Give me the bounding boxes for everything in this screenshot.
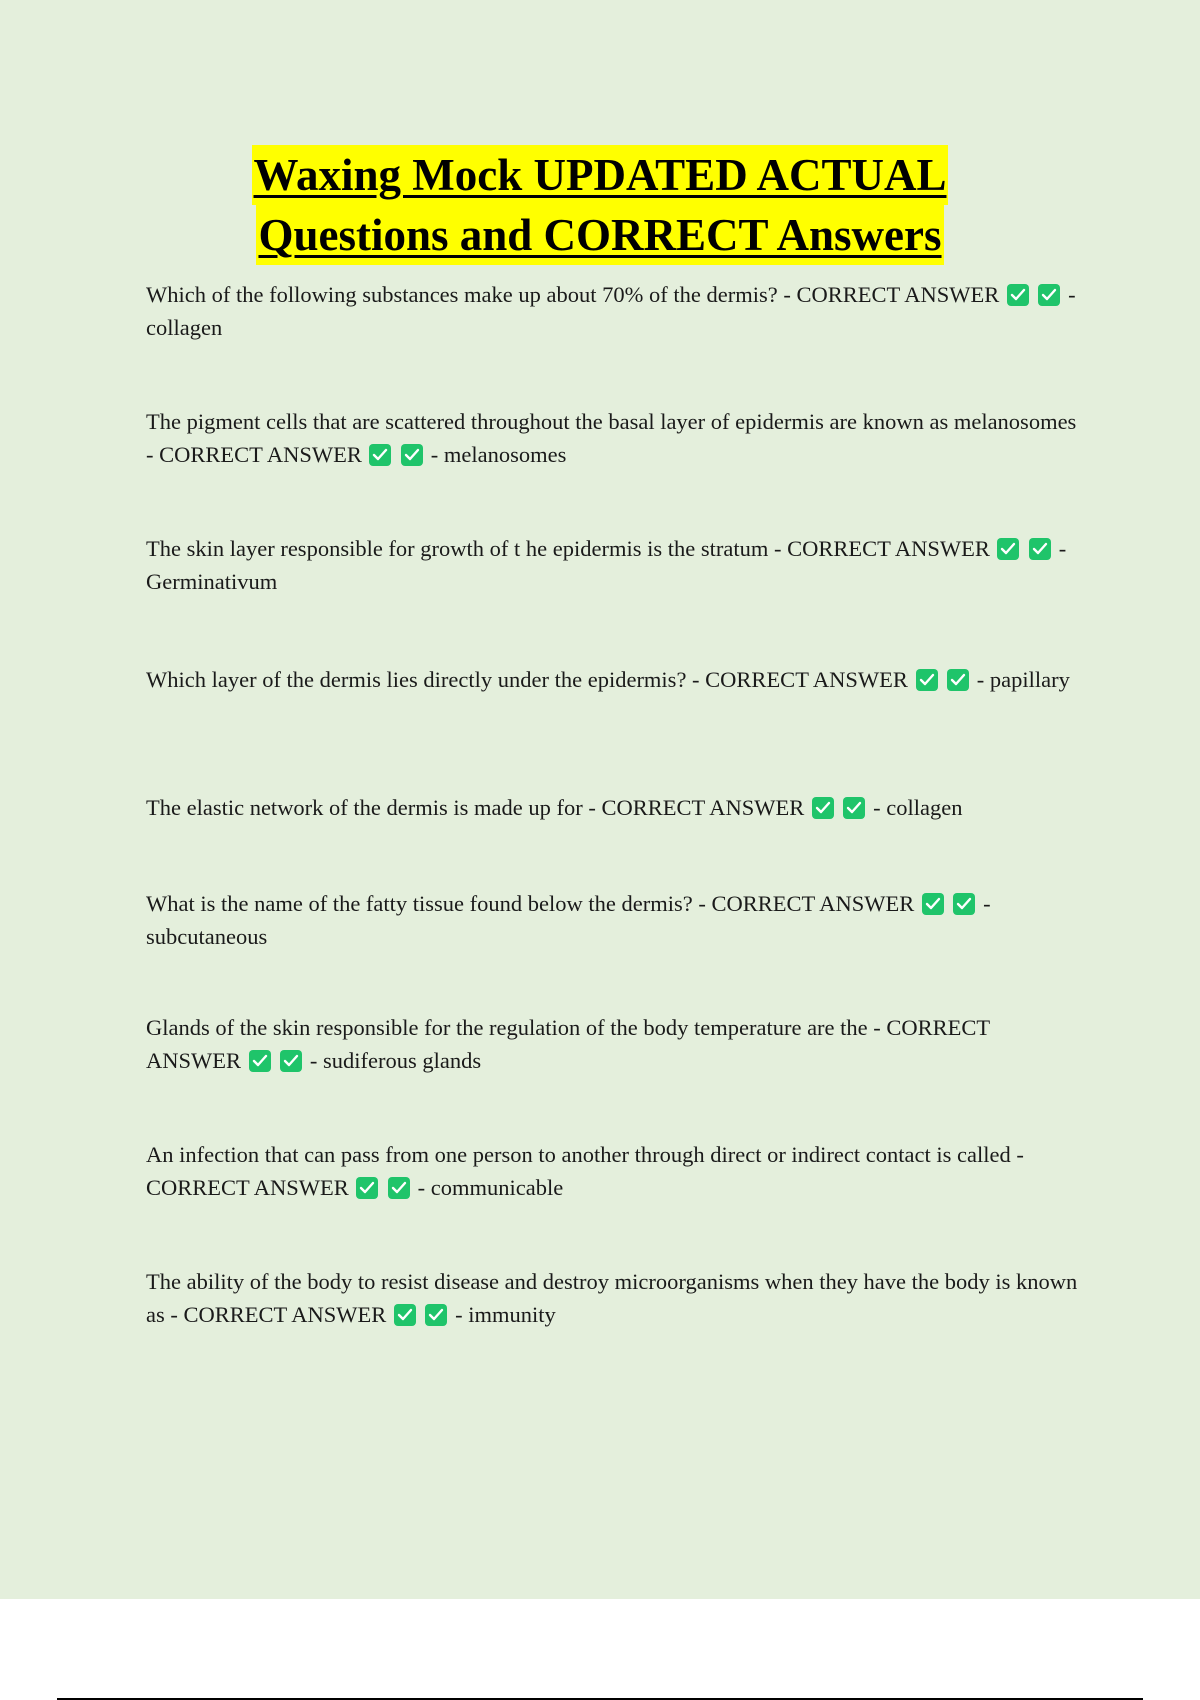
question-text: An infection that can pass from one person to another through direct or indirect contact is called - CORRECT ANSWER	[146, 1142, 1024, 1200]
check-icon	[843, 797, 865, 819]
question-text: Glands of the skin responsible for the regulation of the body temperature are the - CORRECT ANSWER	[146, 1015, 990, 1073]
answer-text: - collagen	[873, 795, 963, 820]
question-text: The ability of the body to resist disease and destroy microorganisms when they have the body is known as - CORRECT ANSWER	[146, 1269, 1078, 1327]
title-line-2: Questions and CORRECT Answers	[256, 205, 943, 265]
check-icon	[953, 893, 975, 915]
question-text: What is the name of the fatty tissue found below the dermis? - CORRECT ANSWER	[146, 891, 915, 916]
answer-text: - sudiferous glands	[309, 1048, 482, 1073]
question-text: The skin layer responsible for growth of t he epidermis is the stratum - CORRECT ANSWER	[146, 536, 990, 561]
qa-item-8	[146, 1138, 1086, 1204]
check-icon	[916, 669, 938, 691]
qa-item-7	[146, 1011, 1086, 1077]
check-icon	[388, 1177, 410, 1199]
check-icon	[947, 669, 969, 691]
check-icon	[922, 893, 944, 915]
question-text: Which of the following substances make up about 70% of the dermis? - CORRECT ANSWER	[146, 282, 1000, 307]
qa-item-6	[146, 887, 1086, 953]
qa-item-4	[146, 663, 1086, 696]
check-icon	[812, 797, 834, 819]
qa-item-9	[146, 1265, 1086, 1331]
check-icon	[356, 1177, 378, 1199]
check-icon	[425, 1304, 447, 1326]
qa-item-1	[146, 278, 1086, 344]
question-text: The pigment cells that are scattered throughout the basal layer of epidermis are known as melanosomes - CORRECT ANSWER	[146, 409, 1077, 467]
answer-text: - immunity	[455, 1302, 556, 1327]
check-icon	[394, 1304, 416, 1326]
check-icon	[369, 444, 391, 466]
answer-text: - collagen	[146, 282, 1076, 340]
answer-text: - melanosomes	[430, 442, 567, 467]
question-text: Which layer of the dermis lies directly under the epidermis? - CORRECT ANSWER	[146, 667, 908, 692]
answer-text: - Germinativum	[146, 536, 1067, 594]
document-title	[0, 145, 1200, 265]
check-icon	[280, 1050, 302, 1072]
check-icon	[401, 444, 423, 466]
check-icon	[249, 1050, 271, 1072]
check-icon	[1029, 538, 1051, 560]
check-icon	[997, 538, 1019, 560]
qa-item-2	[146, 405, 1086, 471]
qa-item-3	[146, 532, 1086, 598]
qa-item-5	[146, 791, 1086, 824]
answer-text: - communicable	[417, 1175, 564, 1200]
answer-text: - papillary	[976, 667, 1070, 692]
title-line-1: Waxing Mock UPDATED ACTUAL	[252, 145, 949, 205]
question-text: The elastic network of the dermis is made up for - CORRECT ANSWER	[146, 795, 805, 820]
check-icon	[1038, 284, 1060, 306]
check-icon	[1007, 284, 1029, 306]
answer-text: - subcutaneous	[146, 891, 991, 949]
